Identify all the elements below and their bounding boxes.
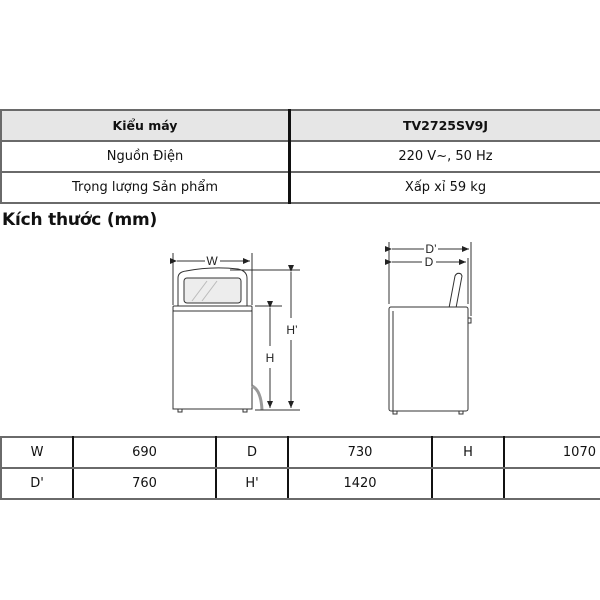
model-value: TV2725SV9J (290, 110, 600, 141)
dim-key-h: H (432, 437, 504, 468)
power-label: Nguồn Điện (1, 141, 290, 172)
table-row (1, 468, 600, 499)
dimensions-table (0, 436, 600, 500)
spec-row (1, 172, 600, 203)
height-label: H (265, 351, 275, 365)
dim-key-h-prime: H' (216, 468, 288, 499)
dim-value-w: 690 (73, 437, 216, 468)
model-label: Kiểu máy (1, 110, 290, 141)
spec-header-row (1, 110, 600, 141)
dim-empty-cell (432, 468, 504, 499)
weight-label: Trọng lượng Sản phẩm (1, 172, 290, 203)
weight-value: Xấp xỉ 59 kg (290, 172, 600, 203)
total-depth-label: D’ (425, 242, 437, 256)
total-height-label: H’ (286, 323, 298, 337)
dim-value-d-prime: 760 (73, 468, 216, 499)
dim-key-w: W (1, 437, 73, 468)
dim-value-h-prime: 1420 (288, 468, 432, 499)
dim-key-d: D (216, 437, 288, 468)
dim-value-h: 1070 (504, 437, 600, 468)
front-view (173, 253, 300, 412)
spec-row (1, 141, 600, 172)
width-label: W (206, 254, 218, 268)
dim-key-d-prime: D' (1, 468, 73, 499)
power-value: 220 V~, 50 Hz (290, 141, 600, 172)
washer-dimension-diagram (0, 238, 600, 418)
depth-label: D (424, 255, 434, 269)
spec-table (0, 109, 600, 204)
dim-value-d: 730 (288, 437, 432, 468)
dimensions-heading: Kích thước (mm) (2, 210, 158, 230)
table-row (1, 437, 600, 468)
dim-empty-cell (504, 468, 600, 499)
